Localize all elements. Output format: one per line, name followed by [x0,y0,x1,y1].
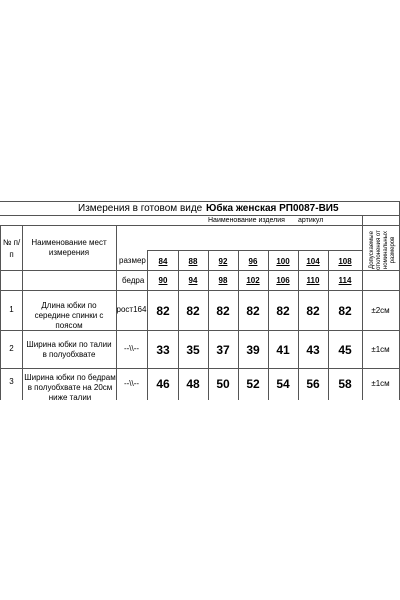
row-value: 82 [306,304,320,318]
row-value: 43 [306,343,320,357]
row-value: 58 [338,377,352,391]
article-label: артикул [298,217,324,224]
size-value: 104 [306,257,320,266]
row-tolerance: ±2см [371,306,390,315]
row-param: --\\-- [123,379,140,388]
grid-line [0,368,400,369]
size-value: 108 [338,257,352,266]
size-value: 96 [248,257,258,266]
size-value: 100 [276,257,290,266]
row-value: 82 [338,304,352,318]
row-value: 39 [246,343,260,357]
hips-value: 114 [338,276,352,285]
product-name-label: Наименование изделия [208,217,285,224]
row-value: 48 [186,377,200,391]
row-tolerance: ±1см [371,379,390,388]
row-value: 46 [156,377,170,391]
hips-value: 106 [276,276,290,285]
row-value: 54 [276,377,290,391]
row-value: 41 [276,343,290,357]
grid-line [0,225,400,226]
hips-value: 90 [158,276,168,285]
grid-line [0,215,400,216]
grid-line [0,290,400,291]
row-value: 82 [246,304,260,318]
row-param: --\\-- [123,344,140,353]
row-tolerance: ±1см [371,345,390,354]
grid-line [0,270,400,271]
row-value: 82 [216,304,230,318]
size-row-label: размер [119,256,146,265]
tolerance-header: Допускаемые отклонения от номинальных размеров [369,230,396,270]
row-number: 2 [9,344,14,353]
hips-value: 98 [218,276,228,285]
row-value: 82 [186,304,200,318]
column-header-num: № п/п [2,238,21,259]
row-value: 45 [338,343,352,357]
hips-row-label: бедра [122,276,145,285]
grid-line [0,201,400,202]
hips-value: 102 [246,276,260,285]
row-value: 33 [156,343,170,357]
grid-line [147,250,362,251]
row-value: 52 [246,377,260,391]
table-title: Измерения в готовом виде [78,203,203,214]
column-header-name: Наименование мест измерения [31,238,107,257]
row-name: Ширина юбки по бедрам в полуобхвате на 20см ниже талии [24,373,116,402]
row-value: 56 [306,377,320,391]
row-value: 82 [276,304,290,318]
row-value: 50 [216,377,230,391]
size-value: 84 [158,257,168,266]
row-name: Длина юбки по середине спинки с поясом [34,301,104,330]
row-number: 1 [9,305,14,314]
hips-value: 110 [306,276,320,285]
row-value: 37 [216,343,230,357]
size-value: 88 [188,257,198,266]
row-value: 82 [156,304,170,318]
grid-line [22,225,23,400]
row-name: Ширина юбки по талии в полуобхвате [26,340,112,359]
size-value: 92 [218,257,228,266]
row-param: рост164 [116,305,147,314]
hips-value: 94 [188,276,198,285]
row-number: 3 [9,377,14,386]
row-value: 35 [186,343,200,357]
product-name: Юбка женская РП0087-ВИ5 [206,203,339,214]
